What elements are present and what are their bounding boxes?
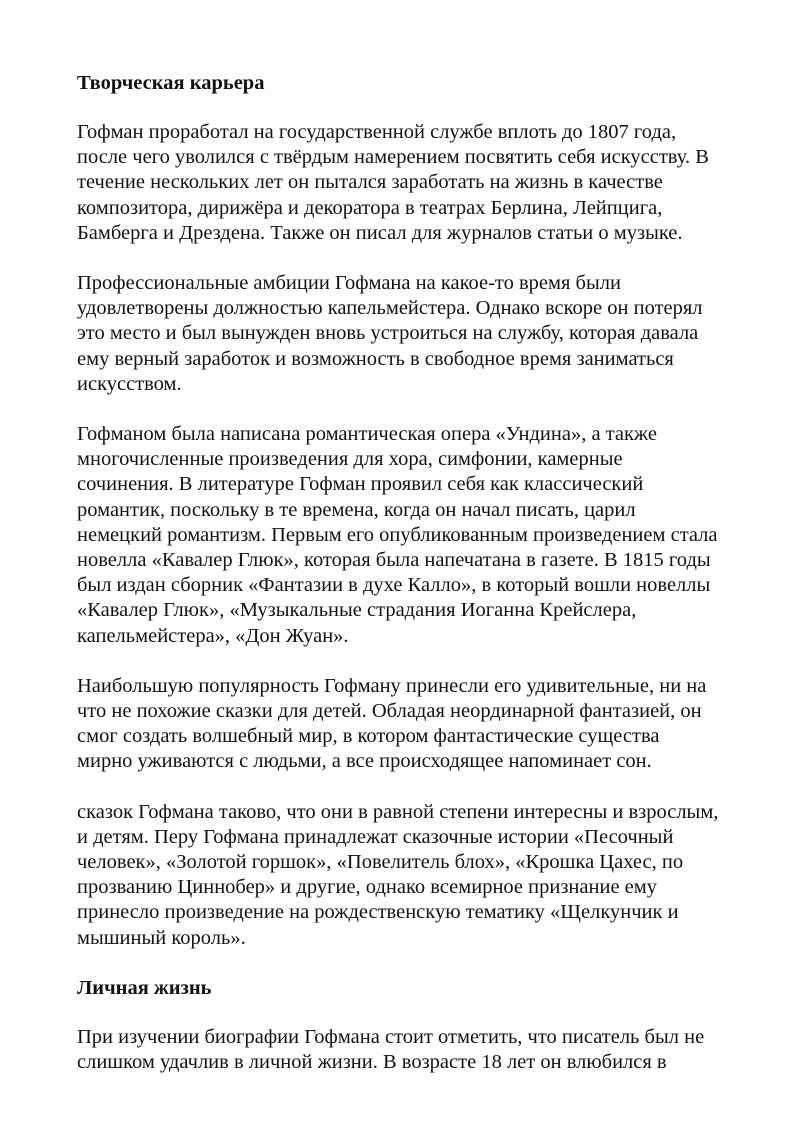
text-line: При изучении биографии Гофмана стоит отметить, что писатель был не [77,1025,705,1048]
text-line: Профессиональные амбиции Гофмана на какое-то время были [77,272,621,295]
text-line: Наибольшую популярность Гофману принесли его удивительные, ни на [77,674,707,697]
paragraph [77,674,757,775]
text-line: и детям. Перу Гофмана принадлежат сказочные истории «Песочный [77,825,674,848]
text-line: композитора, дирижёра и декоратора в театрах Берлина, Лейпцига, [77,196,663,219]
section-heading: Творческая карьера [77,72,265,94]
text-line: капельмейстера», «Дон Жуан». [77,624,349,647]
text-line: мышиный король». [77,926,246,949]
text-line: был издан сборник «Фантазии в духе Калло», в который вошли новеллы [77,574,711,597]
text-line: смог создать волшебный мир, в котором фантастические существа [77,725,660,748]
section-heading: Личная жизнь [77,976,212,999]
text-line: новелла «Кавалер Глюк», которая была напечатана в газете. В 1815 годы [77,549,711,572]
text-line: человек», «Золотой горшок», «Повелитель блох», «Крошка Цахес, по [77,851,684,874]
paragraph [77,271,757,397]
paragraph [77,1025,757,1075]
text-line: ему верный заработок и возможность в свободное время заниматься [77,347,674,370]
paragraph [77,422,757,649]
text-line: Гофманом была написана романтическая опера «Ундина», а также [77,423,657,446]
text-line: это место и был вынужден вновь устроиться на службу, которая давала [77,322,699,345]
text-line: удовлетворены должностью капельмейстера. Однако вскоре он потерял [77,297,703,320]
text-line: сочинения. В литературе Гофман проявил себя как классический [77,473,644,496]
text-line: после чего уволился с твёрдым намерением посвятить себя искусству. В [77,146,709,169]
text-line: что не похожие сказки для детей. Обладая неординарной фантазией, он [77,700,702,723]
text-line: романтик, поскольку в те времена, когда он начал писать, царил [77,498,636,521]
text-line: «Кавалер Глюк», «Музыкальные страдания Иоганна Крейслера, [77,599,637,622]
text-line: немецкий романтизм. Первым его опубликованным произведением стала [77,523,718,546]
document-body [77,71,757,1100]
text-line: многочисленные произведения для хора, симфонии, камерные [77,448,623,471]
text-line: слишком удачлив в личной жизни. В возрасте 18 лет он влюбился в [77,1051,667,1074]
text-line: Гофман проработал на государственной службе вплоть до 1807 года, [77,121,677,143]
text-line: искусством. [77,372,182,395]
section-career [77,71,757,951]
text-line: течение нескольких лет он пытался заработать на жизнь в качестве [77,171,663,194]
paragraph [77,800,757,951]
paragraph [77,120,757,246]
text-line: мирно уживаются с людьми, а все происходящее напоминает сон. [77,750,652,773]
text-line: сказок Гофмана таково, что они в равной степени интересны и взрослым, [77,800,719,823]
text-line: прозванию Циннобер» и другие, однако всемирное признание ему [77,876,657,899]
text-line: Бамберга и Дрездена. Также он писал для журналов статьи о музыке. [77,221,683,244]
text-line: принесло произведение на рождественскую тематику «Щелкунчик и [77,901,679,924]
section-personal-life [77,976,757,1075]
